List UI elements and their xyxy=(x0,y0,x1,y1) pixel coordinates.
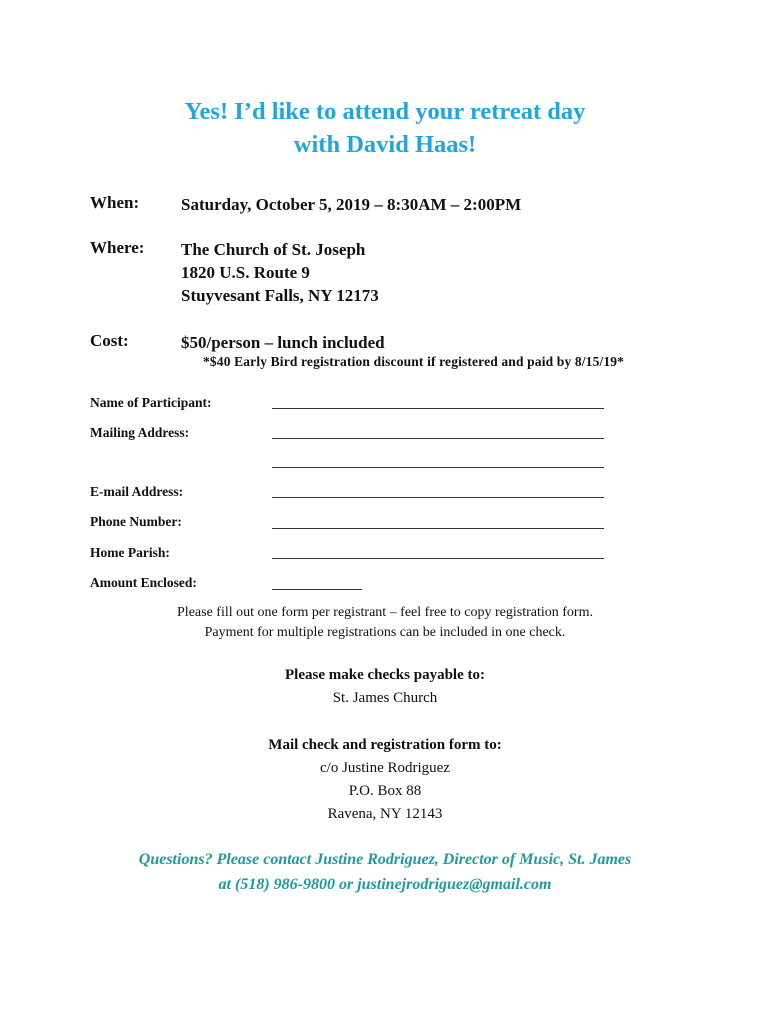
amount-label: Amount Enclosed: xyxy=(90,575,197,590)
title-line-2: with David Haas! xyxy=(293,131,477,158)
name-field-line[interactable] xyxy=(272,408,604,409)
questions-line-2: at (518) 986-9800 or justinejrodriguez@gmail.com xyxy=(218,876,552,893)
where-value xyxy=(181,238,379,307)
when-label: When: xyxy=(90,193,140,212)
when-value xyxy=(181,193,521,216)
address-field-line-1[interactable] xyxy=(272,438,604,439)
instructions-note xyxy=(90,603,680,643)
page-title xyxy=(90,95,680,161)
note-line-2: Payment for multiple registrations can be included in one check. xyxy=(204,625,566,640)
where-line-3: Stuyvesant Falls, NY 12173 xyxy=(181,286,379,305)
cost-value-text: $50/person – lunch included xyxy=(181,333,385,352)
mail-line-1: c/o Justine Rodriguez xyxy=(320,760,450,776)
email-label: E-mail Address: xyxy=(90,484,184,499)
where-line-2: 1820 U.S. Route 9 xyxy=(181,263,310,282)
questions-line-1: Questions? Please contact Justine Rodriguez, Director of Music, St. James xyxy=(138,851,632,868)
parish-field-line[interactable] xyxy=(272,558,604,559)
mail-block xyxy=(90,734,680,826)
payable-block xyxy=(90,664,680,710)
title-line-1: Yes! I’d like to attend your retreat day xyxy=(184,98,586,125)
name-label: Name of Participant: xyxy=(90,395,212,410)
amount-field-line[interactable] xyxy=(272,589,362,590)
cost-label: Cost: xyxy=(90,331,129,350)
mail-heading: Mail check and registration form to: xyxy=(268,737,502,753)
payable-heading: Please make checks payable to: xyxy=(285,667,485,683)
note-line-1: Please fill out one form per registrant – feel free to copy registration form. xyxy=(177,605,593,620)
phone-field-line[interactable] xyxy=(272,528,604,529)
when-value-text: Saturday, October 5, 2019 – 8:30AM – 2:00PM xyxy=(181,195,522,214)
email-field-line[interactable] xyxy=(272,497,604,498)
payable-name: St. James Church xyxy=(332,690,438,706)
early-bird-note: *$40 Early Bird registration discount if registered and paid by 8/15/19* xyxy=(203,354,625,369)
where-line-1: The Church of St. Joseph xyxy=(181,240,366,259)
where-label: Where: xyxy=(90,238,145,257)
questions-contact xyxy=(90,847,680,897)
cost-value xyxy=(181,331,385,354)
address-label: Mailing Address: xyxy=(90,425,190,440)
address-field-line-2[interactable] xyxy=(272,467,604,468)
phone-label: Phone Number: xyxy=(90,514,182,529)
mail-line-3: Ravena, NY 12143 xyxy=(327,806,443,822)
mail-line-2: P.O. Box 88 xyxy=(348,783,422,799)
parish-label: Home Parish: xyxy=(90,545,170,560)
